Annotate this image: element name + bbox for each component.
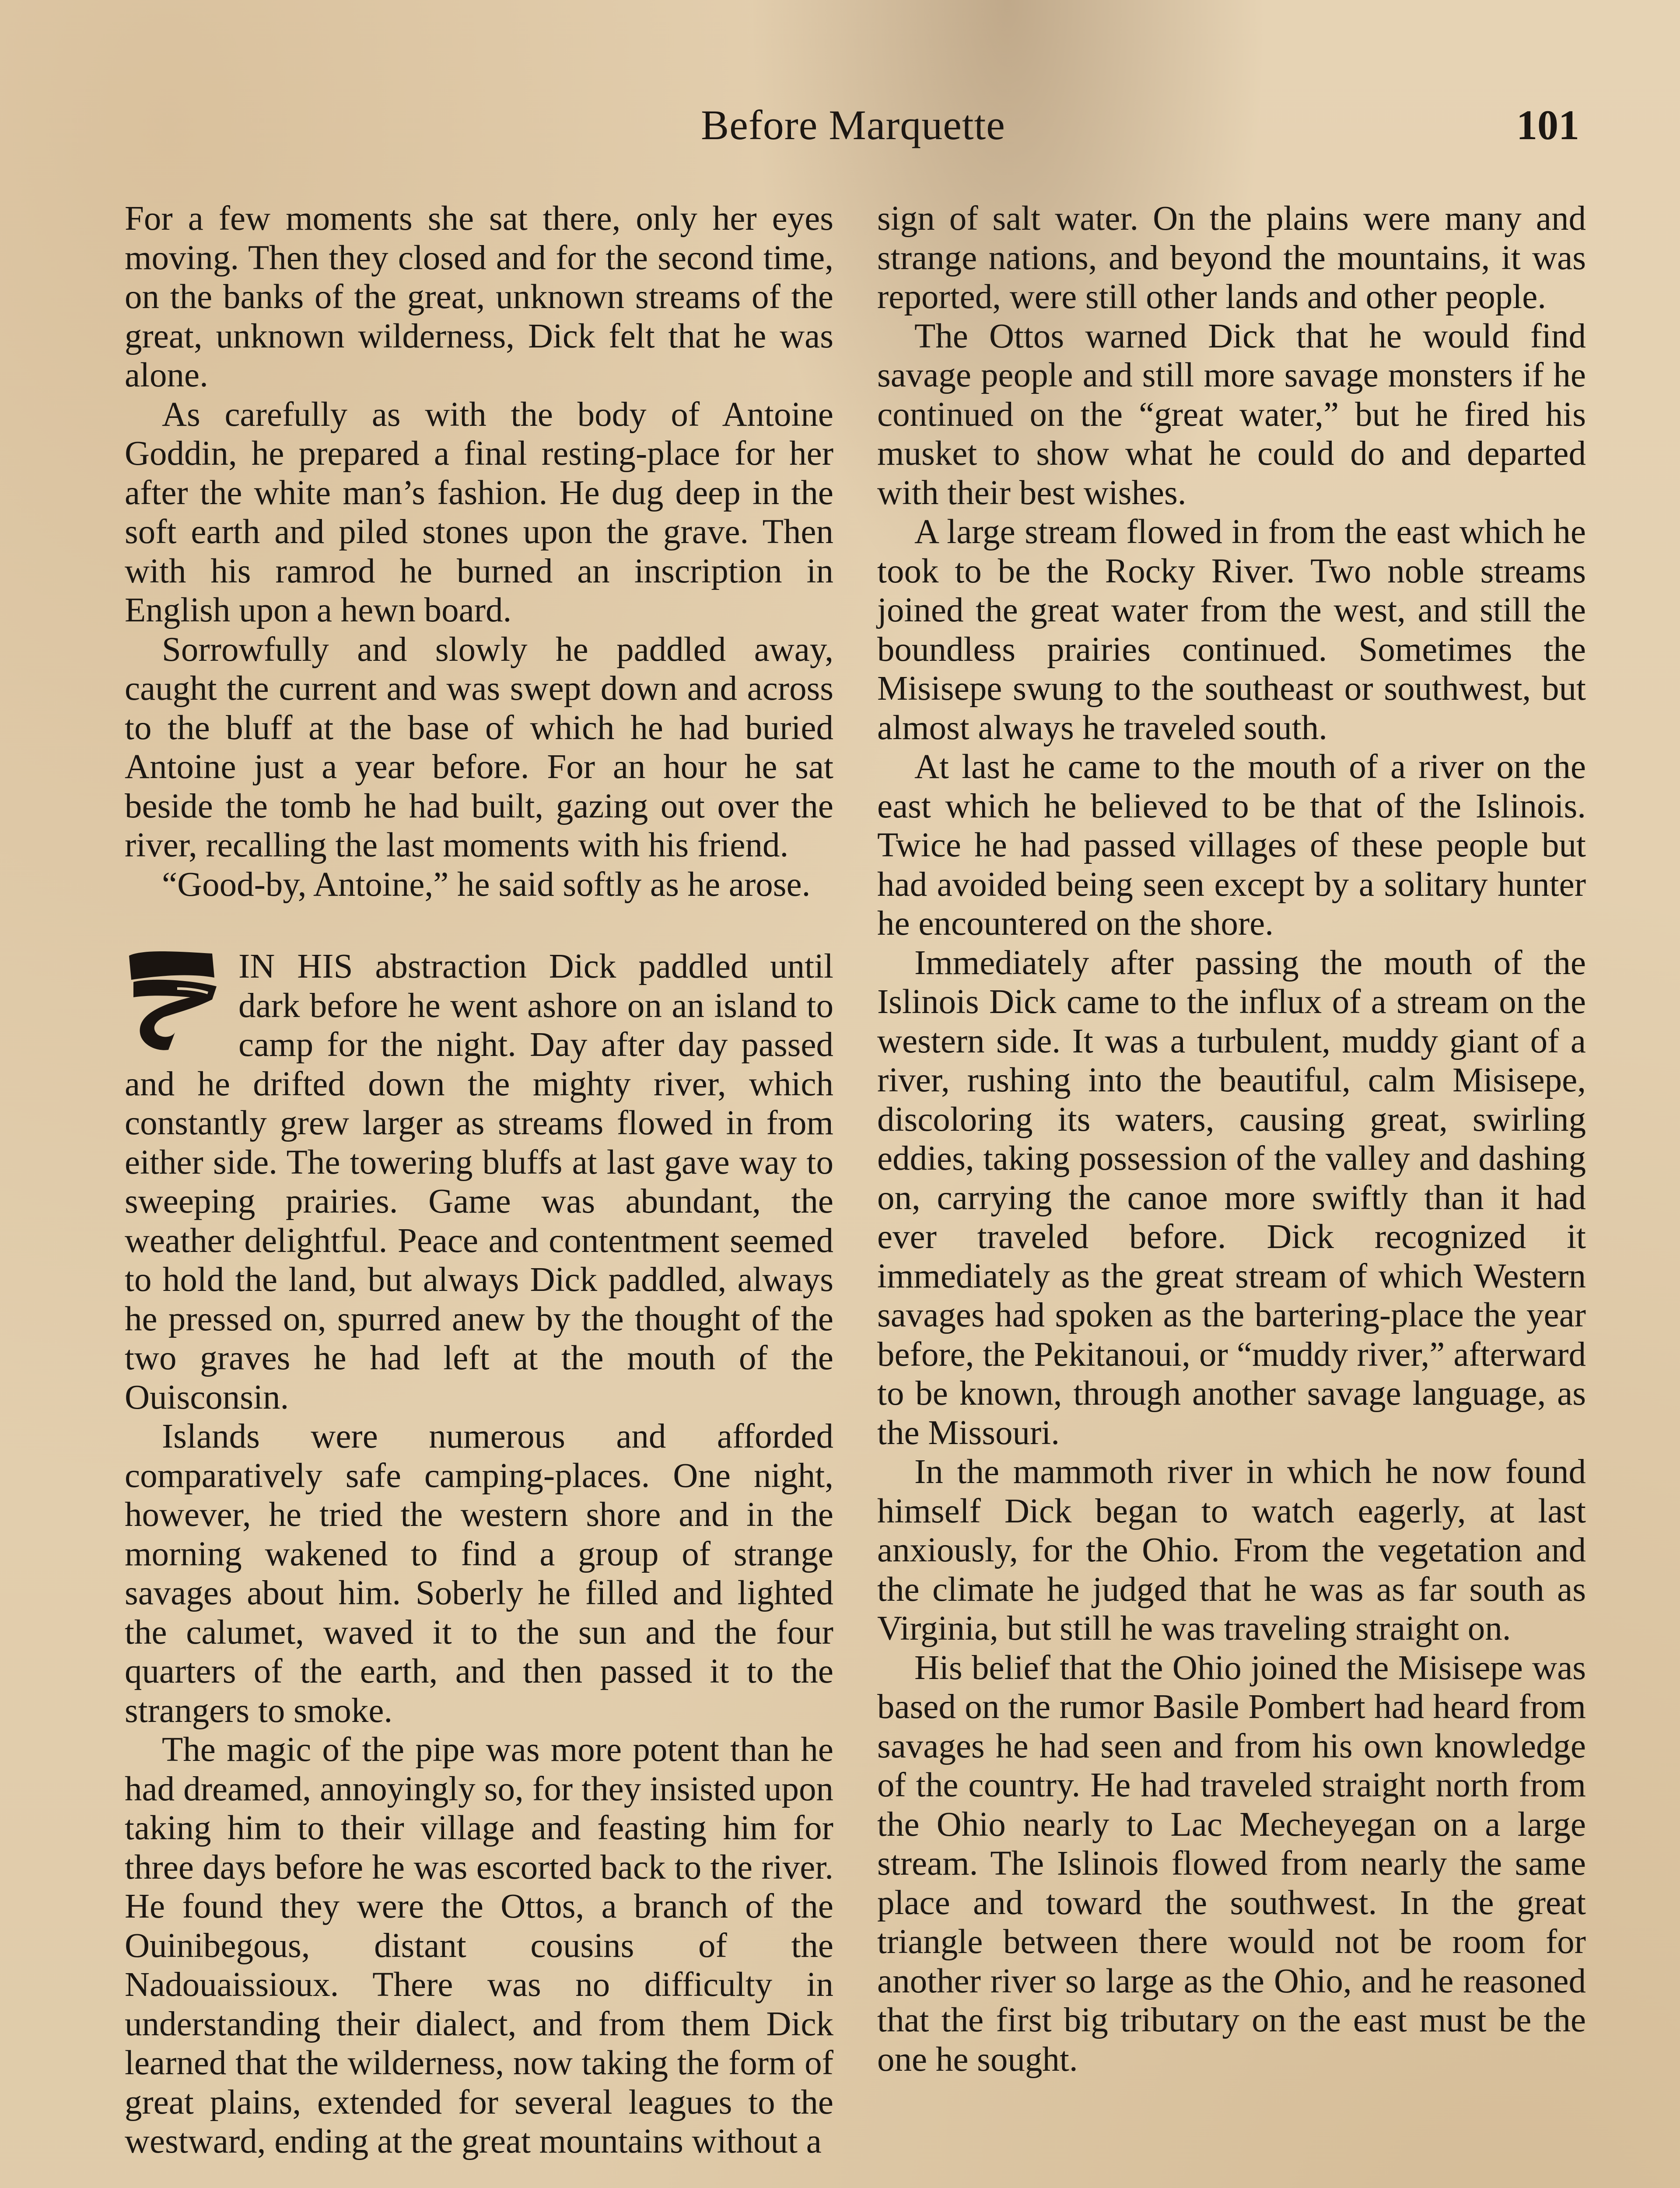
paragraph: His belief that the Ohio joined the Misisepe was based on the rumor Basile Pombert had heard from savages he had seen and from his own knowledge of the country. He had traveled straight north from the Ohio nearly to Lac Mecheyegan on a large stream. The Islinois flowed from nearly the same place and toward the southwest. In the great triangle between there would not be room for another river so large as the Ohio, and he reasoned that the first big tributary on the east must be the one he sought. <box>877 1648 1586 2079</box>
paragraph: Islands were numerous and afforded comparatively safe camping-places. One night, however, he tried the western shore and in the morning wakened to find a group of strange savages about him. Soberly he filled and lighted the calumet, waved it to the sun and the four quarters of the earth, and then passed it to the strangers to smoke. <box>125 1417 833 1730</box>
paragraph: sign of salt water. On the plains were many and strange nations, and beyond the mountains, it was reported, were still other lands and other people. <box>877 200 1586 316</box>
paragraph: The magic of the pipe was more potent than he had dreamed, annoyingly so, for they insisted upon taking him to their village and feasting him for three days before he was escorted back to the river. He found they were the Ottos, a branch of the Ouinibegous, distant cousins of the Nadouaissioux. There was no difficulty in understanding their dialect, and from them Dick learned that the wilderness, now taking the form of great plains, extended for several leagues to the westward, ending at the great mountains without a <box>125 1731 833 2160</box>
paragraph: The Ottos warned Dick that he would find savage people and still more savage monsters if he continued on the “great water,” but he fired his musket to show what he could do and departed with their best wishes. <box>877 317 1586 512</box>
paragraph: For a few moments she sat there, only her eyes moving. Then they closed and for the second time, on the banks of the great, unknown streams of the great, unknown wilderness, Dick felt that he was alone. <box>125 200 833 394</box>
paragraph: “Good-by, Antoine,” he said softly as he arose. <box>162 865 811 904</box>
paragraph: As carefully as with the body of Antoine Goddin, he prepared a final resting-place for her after the white man’s fashion. He dug deep in the soft earth and piled stones upon the grave. Then with his ramrod he burned an inscription in English upon a hewn board. <box>125 395 833 629</box>
page-header <box>127 101 1579 158</box>
paragraph: IN HIS abstraction Dick paddled until dark before he went ashore on an island to camp for the night. Day after day passed and he drifted down the mighty river, which constantly grew larger as streams flowed in from either side. The towering bluffs at last gave way to sweeping prairies. Game was abundant, the weather delightful. Peace and contentment seemed to hold the land, but always Dick paddled, always he pressed on, spurred anew by the thought of the two graves he had left at the mouth of the Ouisconsin. <box>125 947 833 1417</box>
right-column <box>877 199 1586 2079</box>
paragraph: In the mammoth river in which he now found himself Dick began to watch eagerly, at last anxiously, for the Ohio. From the vegetation and the climate he judged that he was as far south as Virginia, but still he was traveling straight on. <box>877 1453 1586 1648</box>
left-column <box>125 199 833 2161</box>
paragraph: Sorrowfully and slowly he paddled away, caught the current and was swept down and across to the bluff at the base of which he had buried Antoine just a year before. For an hour he sat beside the tomb he had built, gazing out over the river, recalling the last moments with his friend. <box>125 630 833 864</box>
running-title: Before Marquette <box>701 102 1005 148</box>
page-number: 101 <box>1516 102 1579 148</box>
paragraph: Immediately after passing the mouth of the Islinois Dick came to the influx of a stream on the western side. It was a turbulent, muddy giant of a river, rushing into the beautiful, calm Misisepe, discoloring its waters, causing great, swirling eddies, taking possession of the valley and dashing on, carrying the canoe more swiftly than it had ever traveled before. Dick recognized it immediately as the great stream of which Western savages had spoken as the bartering-place the year before, the Pekitanoui, or “muddy river,” afterward to be known, through another savage language, as the Missouri. <box>877 943 1586 1452</box>
decorative-drop-cap-icon <box>125 947 221 1052</box>
paragraph: A large stream flowed in from the east which he took to be the Rocky River. Two noble streams joined the great water from the west, and still the boundless prairies continued. Sometimes the Misisepe swung to the southeast or southwest, but almost always he traveled south. <box>877 513 1586 747</box>
paragraph: At last he came to the mouth of a river on the east which he believed to be that of the Islinois. Twice he had passed villages of these people but had avoided being seen except by a solitary hunter he encountered on the shore. <box>877 748 1586 943</box>
